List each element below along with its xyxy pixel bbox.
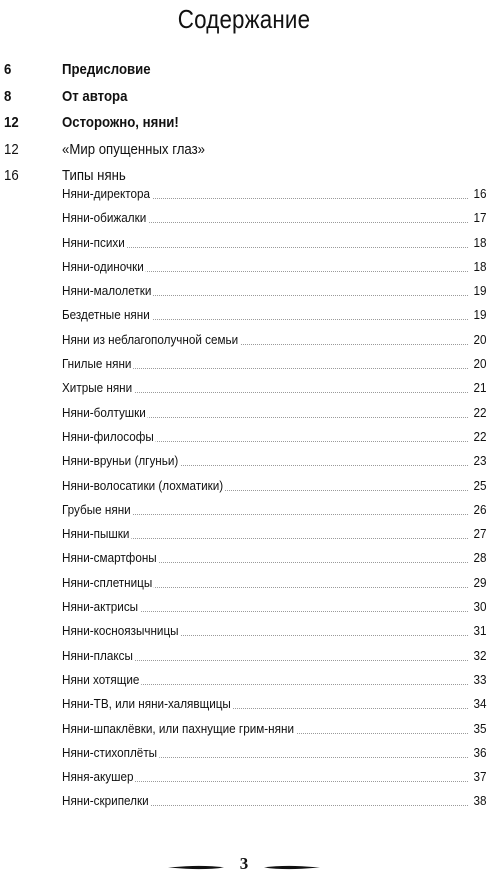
toc-entry	[0, 450, 488, 474]
toc-entry	[0, 353, 488, 377]
toc-entry	[0, 669, 488, 693]
entry-page-number: 19	[472, 283, 486, 299]
section-title: Осторожно, няни!	[62, 114, 179, 131]
entry-title: Няни-стихоплёты	[62, 744, 158, 760]
toc-entry	[0, 377, 488, 401]
toc-entry	[0, 280, 488, 304]
entry-page-number: 34	[472, 696, 486, 712]
toc-entry	[0, 232, 488, 256]
toc-entry	[0, 693, 488, 717]
toc-entry	[0, 718, 488, 742]
entry-page-number: 21	[472, 380, 486, 396]
toc-entry	[0, 499, 488, 523]
entry-title: Няни-смартфоны	[62, 550, 157, 566]
toc-entry	[0, 256, 488, 280]
entry-page-number: 37	[472, 769, 486, 785]
entry-title: Няни-психи	[62, 234, 125, 250]
toc-entry	[0, 766, 488, 790]
toc-entry	[0, 790, 488, 814]
toc-entry	[0, 572, 488, 596]
entry-title: Няни-пышки	[62, 526, 130, 542]
entry-page-number: 18	[472, 234, 486, 250]
entry-title: Няни-малолетки	[62, 283, 152, 299]
entry-title: Няни-обижалки	[62, 210, 147, 226]
page-number: 3	[239, 854, 249, 873]
section-list	[0, 58, 488, 191]
entry-page-number: 35	[472, 720, 486, 736]
toc-entry	[0, 304, 488, 328]
entry-title: Няни-сплетницы	[62, 574, 153, 590]
entry-title: Грубые няни	[62, 501, 131, 517]
toc-entry	[0, 329, 488, 353]
entry-page-number: 17	[472, 210, 486, 226]
section-title: «Мир опущенных глаз»	[62, 140, 206, 158]
entry-page-number: 27	[472, 526, 486, 542]
entry-title: Няни-шпаклёвки, или пахнущие грим-няни	[62, 720, 294, 736]
entry-title: Няни-философы	[62, 428, 154, 444]
entry-title: Бездетные няни	[62, 307, 150, 323]
section-title: Предисловие	[62, 61, 151, 78]
entry-title: Няни-одиночки	[62, 258, 144, 274]
entry-page-number: 36	[472, 744, 486, 760]
toc-entry	[0, 547, 488, 571]
entry-title: Няни-косноязычницы	[62, 623, 179, 639]
section-page-number: 8	[4, 87, 12, 105]
entry-page-number: 20	[472, 356, 486, 372]
entry-page-number: 16	[472, 186, 486, 201]
toc-entry	[0, 183, 488, 207]
entry-title: Няни из неблагополучной семьи	[62, 331, 239, 347]
toc-section	[0, 138, 488, 165]
entry-title: Няни-актрисы	[62, 599, 139, 615]
section-page-number: 6	[4, 61, 12, 78]
entry-page-number: 38	[472, 793, 486, 809]
entry-page-number: 28	[472, 550, 486, 566]
entry-title: Няни-вруньи (лгуньи)	[62, 453, 179, 469]
section-page-number: 16	[4, 167, 19, 184]
entry-title: Няни-директора	[62, 186, 151, 201]
section-title: Типы нянь	[62, 167, 126, 184]
entry-title: Гнилые няни	[62, 356, 132, 372]
entry-page-number: 29	[472, 574, 486, 590]
toc-entry-list	[0, 183, 488, 815]
toc-entry	[0, 523, 488, 547]
page-footer	[0, 854, 488, 878]
entry-title: Хитрые няни	[62, 380, 133, 396]
entry-page-number: 22	[472, 428, 486, 444]
toc-section	[0, 58, 488, 85]
entry-page-number: 30	[472, 599, 486, 615]
entry-page-number: 23	[472, 453, 486, 469]
toc-section	[0, 111, 488, 138]
toc-entry	[0, 620, 488, 644]
page-title: Содержание	[177, 4, 311, 34]
section-title: От автора	[62, 87, 128, 105]
entry-page-number: 20	[472, 331, 486, 347]
entry-page-number: 25	[472, 477, 486, 493]
entry-page-number: 26	[472, 501, 486, 517]
entry-page-number: 22	[472, 404, 486, 420]
entry-page-number: 18	[472, 258, 486, 274]
entry-title: Няня-акушер	[62, 769, 134, 785]
entry-page-number: 19	[472, 307, 486, 323]
toc-entry	[0, 742, 488, 766]
entry-title: Няни-плаксы	[62, 647, 133, 663]
entry-title: Няни-ТВ, или няни-халявщицы	[62, 696, 231, 712]
toc-entry	[0, 645, 488, 669]
entry-title: Няни-болтушки	[62, 404, 146, 420]
entry-title: Няни-волосатики (лохматики)	[62, 477, 224, 493]
section-page-number: 12	[4, 140, 19, 158]
toc-entry	[0, 426, 488, 450]
entry-page-number: 32	[472, 647, 486, 663]
entry-title: Няни хотящие	[62, 671, 140, 687]
entry-page-number: 33	[472, 671, 486, 687]
toc-section	[0, 85, 488, 112]
entry-page-number: 31	[472, 623, 486, 639]
right-flourish-ornament	[264, 865, 320, 870]
toc-entry	[0, 475, 488, 499]
entry-title: Няни-скрипелки	[62, 793, 149, 809]
toc-entry	[0, 402, 488, 426]
toc-entry	[0, 207, 488, 231]
section-page-number: 12	[4, 114, 19, 131]
toc-entry	[0, 596, 488, 620]
